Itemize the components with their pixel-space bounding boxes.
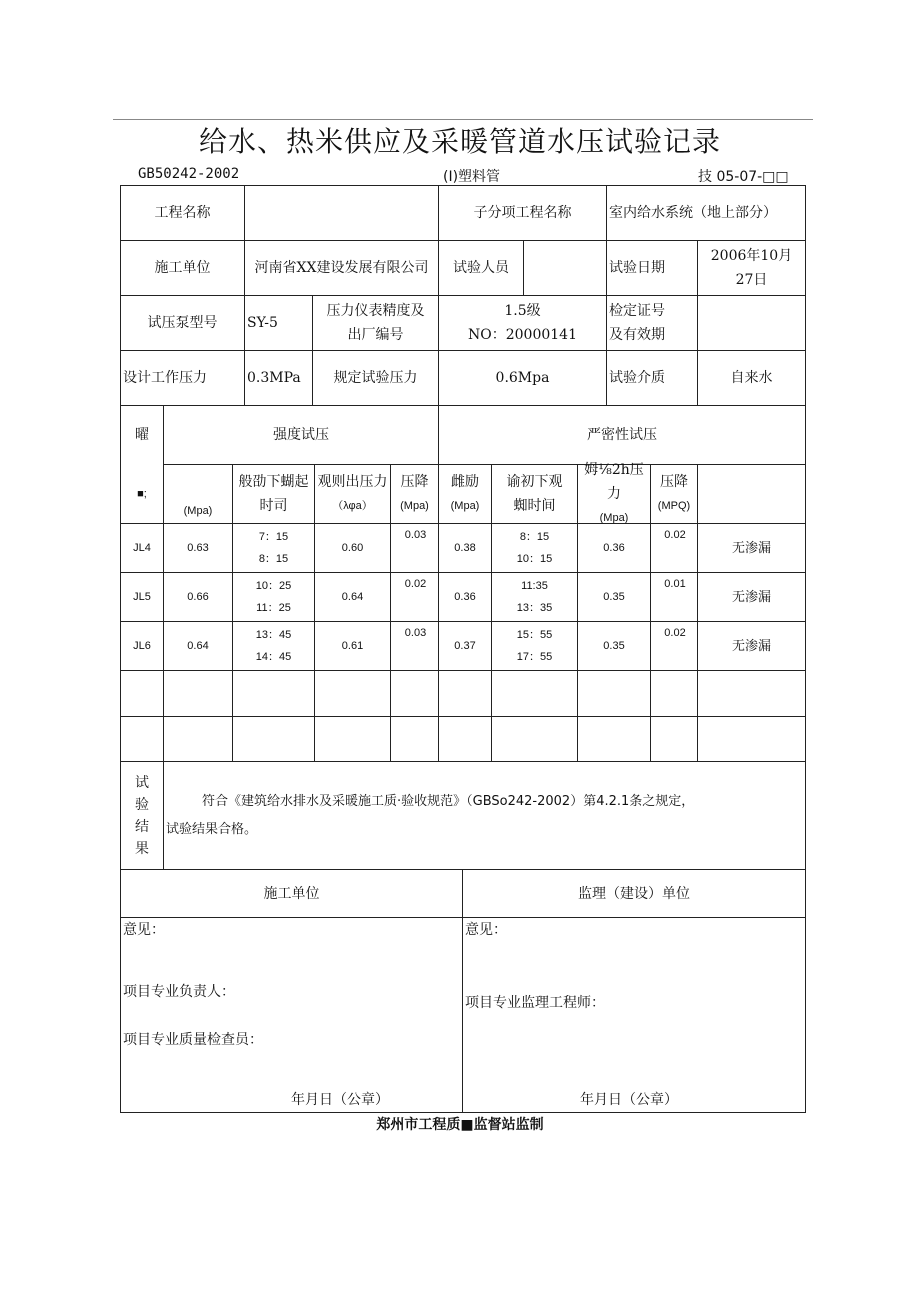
gauge-label: 压力仪表精度及出厂编号 [312,295,439,351]
right-opinion: 意见： [465,922,507,938]
right-sign-title: 监理（建设）单位 [462,869,806,918]
cell-text: 14：45 [255,651,292,663]
header-unit: （λφa） [332,500,373,512]
cell-start-end-time [232,572,315,622]
cert-value [697,295,806,351]
header-text: 压降 [400,474,429,490]
medium-value: 自来水 [697,350,806,406]
sub-project-label: 子分项工程名称 [438,185,607,241]
cell-observed-pressure [314,621,391,671]
pressure-2h-header [577,464,651,524]
cell-result [697,523,806,573]
observe-time-header: 谕初下观蜘时间 [491,464,578,524]
empty-cell [163,716,233,762]
left-opinion: 意见： [123,922,165,938]
cert-label: 检定证号及有效期 [606,295,698,351]
cell-result [697,572,806,622]
empty-cell [491,670,578,717]
right-sign-box [462,917,806,1113]
cell-text: 0.35 [603,591,625,603]
cell-id [120,621,164,671]
contractor-value: 河南省XX建设发展有限公司 [244,240,439,296]
cell-text: 0.37 [454,640,476,652]
left-sign-title: 施工单位 [120,869,463,918]
header-text: 姆⅛2h压力 [584,462,644,502]
pump-label: 试压泵型号 [120,295,245,351]
cell-text: 0.01 [664,578,686,590]
conclusion-line1: 符合《建筑给水排水及采暖施工质·验收规范》（GBSo242-2002）第4.2.1条之规定， [202,793,695,809]
cell-pressure-2h [577,621,651,671]
cell-pressure-drop [390,523,439,573]
cell-pressure-2h [577,572,651,622]
right-date-stamp: 年月日（公章） [580,1092,678,1108]
empty-cell [438,670,492,717]
cell-text: 0.03 [404,627,427,639]
cell-text: 0.36 [603,542,625,554]
contractor-label: 施工单位 [120,240,245,296]
cell-observe-time [491,572,578,622]
cell-text: 8：15 [519,531,550,543]
test-pressure-label: 规定试验压力 [312,350,439,406]
header-text: 观则出压力 [317,474,388,490]
cell-observed-pressure [314,523,391,573]
form-number: 技 05-07-□□ [698,169,789,185]
tightness-test-header: 严密性试压 [438,405,806,465]
empty-cell [232,716,315,762]
cell-start-end-time [232,523,315,573]
footer: 郑州市工程质■监督站监制 [376,1117,544,1133]
id-header-bottom: ■; [137,487,147,500]
cell-text: 17：55 [516,651,553,663]
cell-text: 11:35 [521,580,548,592]
cell-id [120,523,164,573]
tester-label: 试验人员 [438,240,524,296]
empty-cell [697,670,806,717]
empty-cell [650,716,698,762]
cell-strength-pressure [163,572,233,622]
header-unit: (Mpa) [450,500,480,512]
cell-text: 13：35 [516,602,553,614]
header-text: 压降 [660,474,688,490]
empty-cell [577,670,651,717]
left-responsible: 项目专业负责人： [123,984,235,1000]
pressure-drop2-header [650,464,698,524]
cell-text: 11：25 [256,602,291,614]
empty-cell [314,670,391,717]
conclusion-label-text: 试验结果 [135,774,149,857]
empty-cell [491,716,578,762]
test-date-label: 试验日期 [606,240,698,296]
gauge-grade: 1.5级 [504,303,541,319]
test-pressure-header: (Mpa) [163,464,233,524]
observed-pressure-header [314,464,391,524]
header-text: 雌励 [451,474,479,490]
cell-text: 0.02 [664,529,686,541]
test-pressure-value: 0.6Mpa [438,350,607,406]
left-date-stamp: 年月日（公章） [291,1092,389,1108]
cell-id [120,572,164,622]
left-sign-box [120,917,463,1113]
id-header-top: 曜 [135,427,149,444]
pump-value: SY-5 [244,295,313,351]
cell-observed-pressure [314,572,391,622]
result-header [697,464,806,524]
test-date-value: 2006年10月27日 [697,240,806,296]
cell-tightness-pressure [438,523,492,573]
cell-text: JL5 [133,591,151,603]
cell-pressure-drop [390,572,439,622]
cell-pressure-drop [390,621,439,671]
cell-observe-time [491,523,578,573]
cell-text: JL6 [133,640,151,652]
cell-text: 无渗漏 [731,589,771,604]
cell-text: 0.60 [341,542,364,554]
project-name-label: 工程名称 [120,185,245,241]
pressure-drop-header [390,464,439,524]
cell-text: 7：15 [258,531,289,543]
cell-text: 0.64 [187,640,209,652]
conclusion-label [120,761,164,870]
cell-text: 8：15 [258,553,289,565]
strength-test-header: 强度试压 [163,405,439,465]
cell-start-end-time [232,621,315,671]
cell-observe-time [491,621,578,671]
cell-text: 0.35 [603,640,625,652]
standard-code: GB50242-2002 [138,166,240,182]
empty-cell [120,716,164,762]
header-unit: (Mpa) [400,500,429,512]
sub-project-value: 室内给水系统（地上部分） [606,185,806,241]
empty-cell [120,670,164,717]
header-unit: (Mpa) [599,512,629,524]
start-time-header: 般劭下蝴起时司 [232,464,315,524]
cell-pressure-2h [577,523,651,573]
id-column-header [120,405,164,524]
cell-text: 无渗漏 [731,540,771,555]
gauge-number: NO：20000141 [468,327,577,343]
tightness-pressure-header [438,464,492,524]
design-pressure-label: 设计工作压力 [120,350,245,406]
page-title: 给水、热米供应及采暖管道水压试验记录 [198,125,721,158]
empty-cell [577,716,651,762]
cell-text: 0.02 [664,627,686,639]
cell-text: 0.64 [341,591,364,603]
empty-cell [390,716,439,762]
cell-text: 0.03 [404,529,427,541]
cell-strength-pressure [163,523,233,573]
empty-cell [390,670,439,717]
design-pressure-value: 0.3MPa [244,350,313,406]
header-unit: (MPQ) [657,500,691,512]
cell-text: 0.38 [454,542,476,554]
cell-tightness-pressure [438,621,492,671]
cell-text: JL4 [133,542,151,554]
cell-pressure-drop2 [650,621,698,671]
cell-text: 0.36 [454,591,476,603]
left-inspector: 项目专业质量检查员： [123,1032,263,1048]
cell-text: 13：45 [255,629,292,641]
empty-cell [232,670,315,717]
cell-text: 10：25 [255,580,292,592]
tester-value [523,240,607,296]
medium-label: 试验介质 [606,350,698,406]
cell-text: 10：15 [516,553,553,565]
gauge-value [438,295,607,351]
cell-result [697,621,806,671]
cell-text: 无渗漏 [731,638,771,653]
empty-cell [438,716,492,762]
subtitle: (I)塑料管 [443,169,501,185]
cell-pressure-drop2 [650,572,698,622]
empty-cell [697,716,806,762]
conclusion-text [163,761,806,870]
empty-cell [314,716,391,762]
right-supervisor: 项目专业监理工程师： [465,995,605,1011]
conclusion-line2: 试验结果合格。 [166,821,258,837]
project-name-value [244,185,439,241]
cell-text: 0.02 [404,578,427,590]
cell-text: 15：55 [516,629,553,641]
cell-text: 0.66 [187,591,209,603]
empty-cell [163,670,233,717]
cell-tightness-pressure [438,572,492,622]
cell-pressure-drop2 [650,523,698,573]
cell-text: 0.61 [341,640,364,652]
cell-strength-pressure [163,621,233,671]
empty-cell [650,670,698,717]
cell-text: 0.63 [187,542,209,554]
